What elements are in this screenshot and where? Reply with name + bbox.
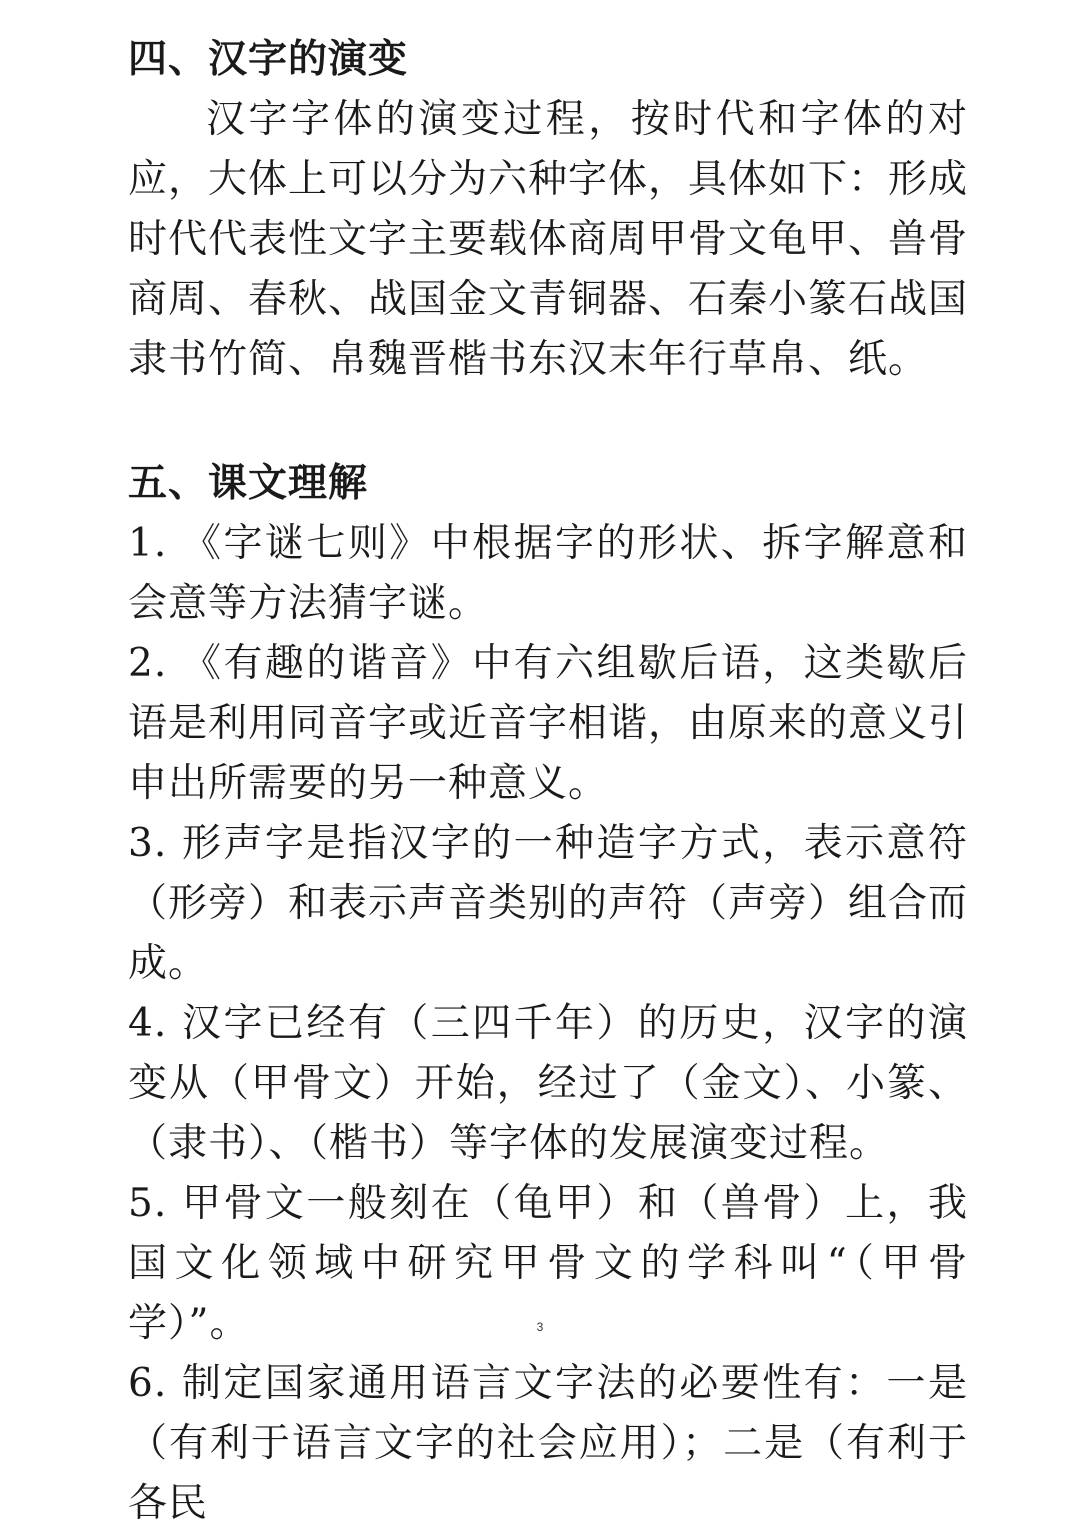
- list-item-4: 4. 汉字已经有（三四千年）的历史，汉字的演变从（甲骨文）开始，经过了（金文）、小篆、（隶书）、（楷书）等字体的发展演变过程。: [128, 1001, 968, 1166]
- list-item-3: 3. 形声字是指汉字的一种造字方式，表示意符（形旁）和表示声音类别的声符（声旁）组合而成。: [128, 821, 969, 986]
- list-item-1: 1. 《字谜七则》中根据字的形状、拆字解意和会意等方法猜字谜。: [128, 521, 968, 626]
- page-number: 3: [536, 1320, 544, 1334]
- section-4-heading: 四、汉字的演变: [128, 37, 409, 82]
- section-divider-space: [128, 390, 968, 454]
- list-item-5: 5. 甲骨文一般刻在（龟甲）和（兽骨）上，我国文化领域中研究甲骨文的学科叫“（甲骨学）”。: [128, 1181, 968, 1346]
- section-4-paragraph: 汉字字体的演变过程，按时代和字体的对应，大体上可以分为六种字体，具体如下：形成时代代表性文字主要载体商周甲骨文龟甲、兽骨商周、春秋、战国金文青铜器、石秦小篆石战国隶书竹简、帛魏晋楷书东汉末年行草帛、纸。: [128, 97, 969, 382]
- section-5-heading: 五、课文理解: [128, 461, 369, 506]
- list-item-2: 2. 《有趣的谐音》中有六组歇后语，这类歇后语是利用同音字或近音字相谐，由原来的意义引申出所需要的另一种意义。: [128, 641, 969, 806]
- document-page: [128, 30, 968, 1534]
- list-item-6: 6. 制定国家通用语言文字法的必要性有：一是（有利于语言文字的社会应用）；二是（有利于各民: [128, 1361, 968, 1526]
